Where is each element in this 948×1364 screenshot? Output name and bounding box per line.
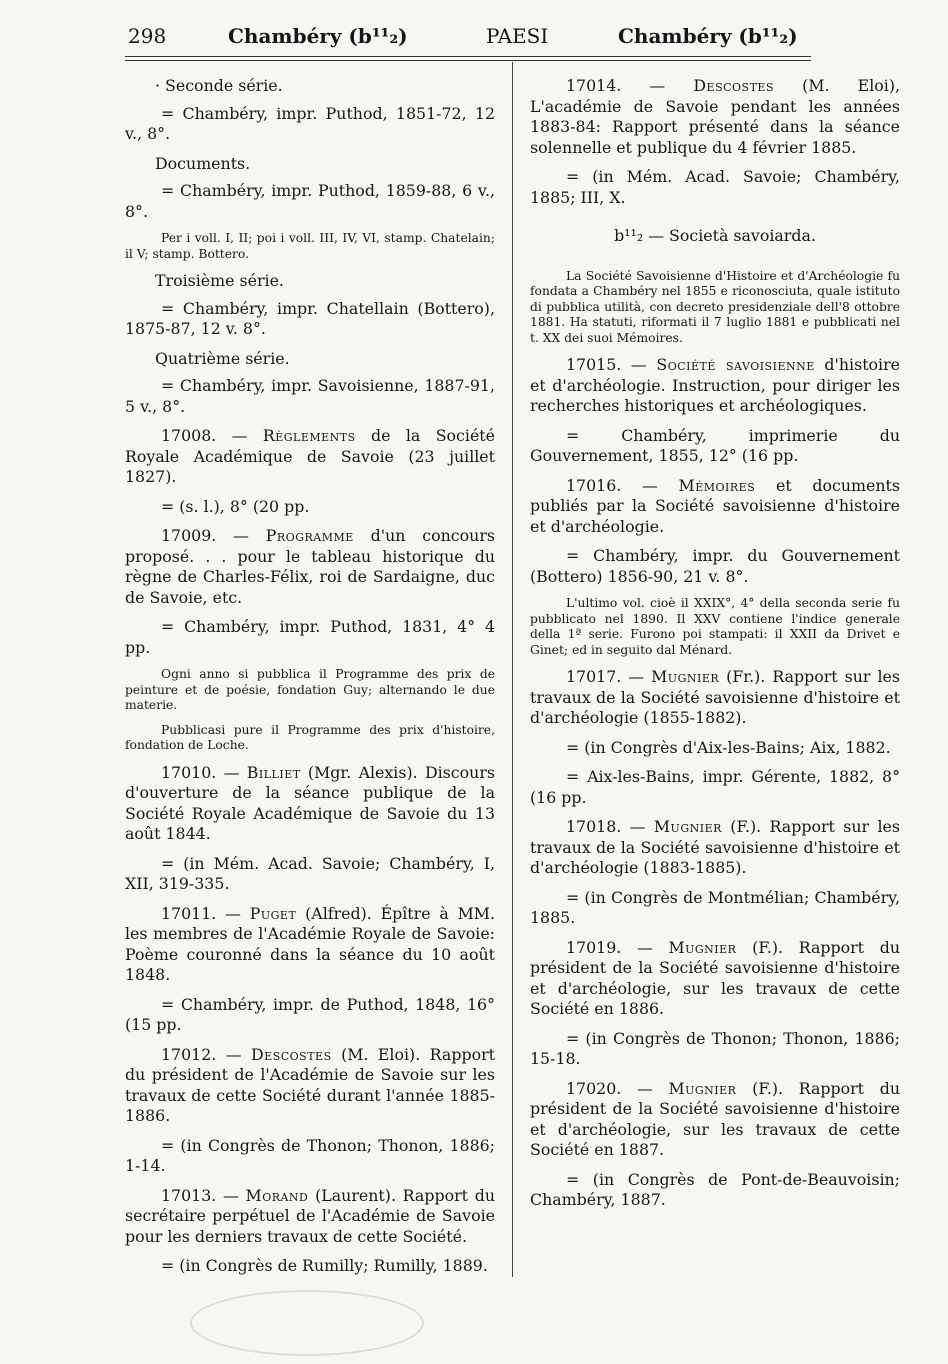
bibliographic-entry: 17009. — Programme d'un concours proposé. . . pour le tableau historique du règne de Charles-Félix, roi de Sardaigne, duc de Savoie, etc. xyxy=(125,526,495,607)
series-label: Documents. xyxy=(155,153,251,173)
series-label: Quatrième série. xyxy=(155,348,290,368)
entry-heading: Descostes xyxy=(251,1044,332,1064)
right-column xyxy=(530,76,900,1220)
entry-heading: Descostes xyxy=(693,76,774,95)
entry-heading: Programme xyxy=(265,526,354,545)
editorial-note: Ogni anno si pubblica il Programme des prix de peinture et de poésie, fondation Guy; alternando le due materie. xyxy=(125,667,495,712)
entry-number: 17017. xyxy=(566,667,622,686)
entry-number: 17019. xyxy=(566,937,622,957)
entry-number: 17013. xyxy=(161,1185,217,1205)
bibliographic-entry: 17015. — Société savoisienne d'histoire et d'archéologie. Instruction, pour diriger les recherches historiques et archéologiques. xyxy=(530,355,901,415)
entry-heading: Puget xyxy=(249,903,297,923)
entry-heading: Société savoisienne xyxy=(656,355,815,374)
entry-title: et documents publiés par la Société savoisienne d'histoire et d'archéologie. xyxy=(530,475,900,536)
editorial-note: Pubblicasi pure il Programme des prix d'histoire, fondation de Loche. xyxy=(125,722,495,752)
entry-title: (M. Eloi), L'académie de Savoie pendant les années 1883-84: Rapport présenté dans la séance solennelle et publique du 4 février 1885. xyxy=(530,76,900,157)
bibliographic-entry: 17016. — Mémoires et documents publiés par la Société savoisienne d'histoire et d'archéologie. xyxy=(530,475,900,536)
entry-title: (Laurent). Rapport du secrétaire perpétuel de l'Académie de Savoie pour les derniers travaux de cette Société. xyxy=(125,1185,495,1246)
entry-imprint: = (in Congrès de Pont-de-Beauvoisin; Chambéry, 1887. xyxy=(530,1169,900,1209)
entry-title: (F.). Rapport sur les travaux de la Société savoisienne d'histoire et d'archéologie (1883-1885). xyxy=(530,817,900,877)
bibliographic-entry: 17012. — Descostes (M. Eloi). Rapport du président de l'Académie de Savoie sur les travaux de cette Société durant l'année 1885-1886. xyxy=(125,1044,495,1125)
entry-imprint: = (in Mém. Acad. Savoie; Chambéry, I, XII, 319-335. xyxy=(125,853,495,893)
entry-title: de la Société Royale Académique de Savoie (23 juillet 1827). xyxy=(125,426,495,486)
entry-title: (F.). Rapport du président de la Société savoisienne d'histoire et d'archéologie, sur les travaux de cette Société en 1886. xyxy=(530,937,900,1018)
entry-number: 17011. xyxy=(161,903,217,923)
header-center: PAESI xyxy=(486,24,549,48)
bibliographic-entry: 17017. — Mugnier (Fr.). Rapport sur les travaux de la Société savoisienne d'histoire et d'archéologie (1855-1882). xyxy=(530,667,900,727)
imprint-line: = Chambéry, impr. Savoisienne, 1887-91, 5 v., 8°. xyxy=(125,376,495,416)
series-label: Troisième série. xyxy=(155,271,284,290)
entry-heading: Mugnier xyxy=(668,937,737,957)
entry-heading: Mugnier xyxy=(651,667,720,686)
library-stamp xyxy=(190,1290,424,1356)
entry-title: (Fr.). Rapport sur les travaux de la Société savoisienne d'histoire et d'archéologie (1855-1882). xyxy=(530,667,900,727)
header-rule-top xyxy=(125,56,811,57)
entry-heading: Mugnier xyxy=(668,1078,737,1098)
entry-heading: Mugnier xyxy=(653,817,722,836)
entry-number: 17015. xyxy=(566,355,622,374)
entry-number: 17008. xyxy=(161,426,217,445)
bibliographic-entry: 17014. — Descostes (M. Eloi), L'académie de Savoie pendant les années 1883-84: Rapport présenté dans la séance solennelle et publique du 4 février 1885. xyxy=(530,76,900,157)
entry-imprint: = (in Mém. Acad. Savoie; Chambéry, 1885; III, X. xyxy=(530,167,900,207)
entry-number: 17020. xyxy=(566,1078,622,1098)
entry-heading: Règlements xyxy=(262,426,356,445)
bibliographic-entry: 17019. — Mugnier (F.). Rapport du président de la Société savoisienne d'histoire et d'archéologie, sur les travaux de cette Société en 1886. xyxy=(530,937,900,1018)
entry-title: (F.). Rapport du président de la Société savoisienne d'histoire et d'archéologie, sur les travaux de cette Société en 1887. xyxy=(530,1078,900,1159)
entry-title: (Mgr. Alexis). Discours d'ouverture de la séance publique de la Société Royale Académique de Savoie du 13 août 1844. xyxy=(125,762,495,843)
entry-number: 17012. xyxy=(161,1044,217,1064)
editorial-note: L'ultimo vol. cioè il XXIX°, 4° della seconda serie fu pubblicato nel 1890. Il XXV contiene l'indice generale della 1ª serie. Furono poi stampati: il XXII da Drivet e Ginet; ed in seguito dal Ménard. xyxy=(530,596,900,657)
entry-imprint: = Chambéry, impr. du Gouvernement (Bottero) 1856-90, 21 v. 8°. xyxy=(530,546,900,586)
series-label: · Seconde série. xyxy=(155,76,283,95)
entry-title: d'un concours proposé. . . pour le tableau historique du règne de Charles-Félix, roi de Sardaigne, duc de Savoie, etc. xyxy=(125,526,495,607)
entry-number: 17016. xyxy=(566,475,622,495)
section-heading: b¹¹₂ — Società savoiarda. xyxy=(614,226,816,245)
entry-number: 17010. xyxy=(161,762,217,782)
entry-imprint: = Chambéry, impr. de Puthod, 1848, 16° (15 pp. xyxy=(125,994,495,1034)
entry-imprint: = (in Congrès de Montmélian; Chambéry, 1885. xyxy=(530,887,900,927)
header-right-title: Chambéry (b¹¹₂) xyxy=(618,24,798,48)
entry-imprint: = (s. l.), 8° (20 pp. xyxy=(161,496,310,516)
entry-heading: Billiet xyxy=(246,762,301,782)
entry-number: 17018. xyxy=(566,817,622,836)
header-left-title: Chambéry (b¹¹₂) xyxy=(228,24,408,48)
entry-imprint: = (in Congrès d'Aix-les-Bains; Aix, 1882. xyxy=(566,737,891,757)
running-header xyxy=(118,20,818,50)
bibliographic-entry: 17011. — Puget (Alfred). Épître à MM. les membres de l'Académie Royale de Savoie: Poème couronné dans la séance du 10 août 1848. xyxy=(125,903,495,984)
header-rule-bottom xyxy=(125,60,811,61)
bibliographic-entry: 17013. — Morand (Laurent). Rapport du secrétaire perpétuel de l'Académie de Savoie pour les derniers travaux de cette Société. xyxy=(125,1185,495,1246)
entry-imprint: = Chambéry, imprimerie du Gouvernement, 1855, 12° (16 pp. xyxy=(530,425,900,465)
bibliographic-entry: 17008. — Règlements de la Société Royale Académique de Savoie (23 juillet 1827). xyxy=(125,426,495,486)
entry-title: (M. Eloi). Rapport du président de l'Académie de Savoie sur les travaux de cette Société durant l'année 1885-1886. xyxy=(125,1044,495,1125)
entry-imprint: = (in Congrès de Rumilly; Rumilly, 1889. xyxy=(161,1256,488,1275)
imprint-line: = Chambéry, impr. Puthod, 1851-72, 12 v., 8°. xyxy=(125,103,495,143)
entry-heading: Mémoires xyxy=(678,475,756,495)
entry-number: 17009. xyxy=(161,526,217,545)
bibliographic-entry: 17020. — Mugnier (F.). Rapport du président de la Société savoisienne d'histoire et d'archéologie, sur les travaux de cette Société en 1887. xyxy=(530,1078,900,1159)
imprint-line: = Chambéry, impr. Chatellain (Bottero), 1875-87, 12 v. 8°. xyxy=(125,298,495,338)
editorial-note: La Société Savoisienne d'Histoire et d'Archéologie fu fondata a Chambéry nel 1855 e riconosciuta, quale istituto di pubblica utilità, con decreto presidenziale dell'8 ottobre 1881. Ha statuti, riformati il 7 luglio 1881 e pubblicati nel t. XX dei suoi Mémoires. xyxy=(530,268,900,345)
entry-imprint: = (in Congrès de Thonon; Thonon, 1886; 15-18. xyxy=(530,1028,900,1068)
column-divider xyxy=(512,62,513,1277)
entry-title: d'histoire et d'archéologie. Instruction, pour diriger les recherches historiques et archéologiques. xyxy=(530,355,901,415)
bibliographic-entry: 17018. — Mugnier (F.). Rapport sur les travaux de la Société savoisienne d'histoire et d'archéologie (1883-1885). xyxy=(530,817,900,877)
imprint-line: = Chambéry, impr. Puthod, 1859-88, 6 v., 8°. xyxy=(125,181,495,221)
entry-number: 17014. xyxy=(566,76,622,95)
entry-imprint: = Aix-les-Bains, impr. Gérente, 1882, 8° (16 pp. xyxy=(530,767,900,807)
page-number: 298 xyxy=(128,24,167,48)
entry-imprint: = (in Congrès de Thonon; Thonon, 1886; 1-14. xyxy=(125,1135,495,1175)
bibliographic-entry: 17010. — Billiet (Mgr. Alexis). Discours d'ouverture de la séance publique de la Société Royale Académique de Savoie du 13 août 1844. xyxy=(125,762,495,843)
entry-imprint: = Chambéry, impr. Puthod, 1831, 4° 4 pp. xyxy=(125,617,495,657)
left-column xyxy=(125,76,495,1286)
editorial-note: Per i voll. I, II; poi i voll. III, IV, VI, stamp. Chatelain; il V; stamp. Bottero. xyxy=(125,231,495,261)
entry-heading: Morand xyxy=(245,1185,309,1205)
entry-title: (Alfred). Épître à MM. les membres de l'Académie Royale de Savoie: Poème couronné dans la séance du 10 août 1848. xyxy=(125,903,495,984)
